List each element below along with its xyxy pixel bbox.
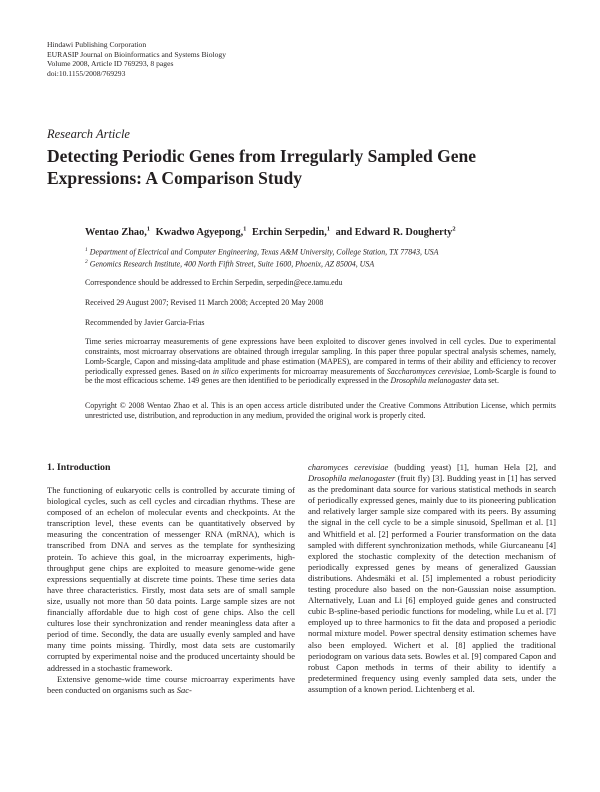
affiliations-block [85,246,556,269]
author-name [252,227,330,238]
author-name [85,227,150,238]
publisher-info [47,40,226,79]
author-name [336,227,456,238]
right-column [308,462,556,696]
section-heading-introduction: 1. Introduction [47,462,111,473]
body-paragraph: charomyces cerevisiae (budding yeast) [1], human Hela [2], and Drosophila melanogaster (fruit fly) [3]. Budding yeast in [1] has served as the predominant data source for various statistical methods in search of periodically expressed genes, mainly due to its pioneering publication and relatively larger sample size compared with its peers. By assuming the signal in the cell cycle to be a simple sinusoid, Spellman et al. [1] and Whitfield et al. [2] performed a Fourier transformation on the data sampled with different synchronization methods, while Giurcaneanu [4] explored the stochastic complexity of the detection mechanism of periodically expressed genes by means of generalized Gaussian distributions. Ahdesmäki et al. [5] implemented a robust periodicity testing procedure also based on the non-Gaussian noise assumption. Alternatively, Luan and Li [6] employed guide genes and constructed cubic B-spline-based periodic functions for modeling, while Lu et al. [7] employed up to three harmonics to fit the data and proposed a periodic normal mixture model. Power spectral density estimation schemes have also been employed. Wichert et al. [8] applied the traditional periodogram on various data sets. Bowles et al. [9] compared Capon and robust Capon methods in terms of their ability to identify a predetermined frequency using evenly sampled data sets, under the assumption of a known period. Lichtenberg et al. [308,462,557,694]
journal-name: EURASIP Journal on Bioinformatics and Systems Biology [47,49,227,59]
author-name-text: and Edward R. Dougherty [335,227,453,239]
recommended-line: Recommended by Javier Garcia-Frias [85,318,205,327]
author-name-text: Kwadwo Agyepong, [155,227,244,239]
body-paragraph: Extensive genome-wide time course microarray experiments have been conducted on organisms such as Sac- [47,673,295,695]
article-type-label: Research Article [47,127,130,141]
correspondence-email: serpedin@ece.tamu.edu [266,278,343,287]
body-paragraph: The functioning of eukaryotic cells is controlled by accurate timing of biological cycles, such as cell cycles and circadian rhythms. These are composed of an echelon of molecular events and checkpoints. At the transcription level, these events can be quantitatively observed by measuring the concentration of messenger RNA (mRNA), which is transcribed from DNA and serves as the template for synthesizing protein. To achieve this goal, in the microarray experiments, high-throughput gene chips are exploited to measure genome-wide gene expressions sequentially at discrete time points. These time series data have three characteristics. Firstly, most data sets are of small sample size, usually not more than 50 data points. Large sample sizes are not financially affordable due to high cost of gene chips. Also the cell cultures lose their synchronization and render meaningless data after a period of time. Secondly, the data are usually evenly sampled and have many time points missing. Thirdly, most data sets are customarily corrupted by experimental noise and the produced uncertainty should be addressed in a stochastic framework. [47,485,295,673]
doi-line: doi:10.1155/2008/769293 [47,69,126,79]
dates-line: Received 29 August 2007; Revised 11 March 2008; Accepted 20 May 2008 [85,298,324,307]
affiliation-text: Genomics Research Institute, 400 North Fifth Street, Suite 1600, Phoenix, AZ 85004, USA [89,259,375,269]
author-name-text: Erchin Serpedin, [252,227,327,239]
left-column [47,462,295,696]
affiliation-sup: 1 [85,247,88,253]
page-title: Detecting Periodic Genes from Irregularly Sampled Gene Expressions: A Comparison Study [47,146,476,188]
author-name-text: Wentao Zhao, [85,227,147,239]
author-affiliation-sup: 1 [326,226,331,233]
author-name [156,227,247,238]
affiliation-line [85,246,556,258]
author-affiliation-sup: 2 [452,226,456,233]
abstract-text: Time series microarray measurements of gene expressions have been exploited to discover genes involved in cell cycles. Due to experimental constraints, most microarray observations are obtained through irregular sampling. In this paper three popular spectral analysis schemes, namely, Lomb-Scargle, Capon and missing-data amplitude and phase estimation (MAPES), are compared in terms of their ability and efficiency to recover periodically expressed genes. Based on in silico experiments for microarray measurements of Saccharomyces cerevisiae, Lomb-Scargle is found to be the most efficacious scheme. 149 genes are then identified to be periodically expressed in the Drosophila melanogaster data set. [85,337,556,386]
author-affiliation-sup: 1 [146,226,151,233]
volume-line: Volume 2008, Article ID 769293, 8 pages [47,59,174,69]
affiliation-sup: 2 [85,258,88,265]
authors-line [85,226,556,238]
copyright-text: Copyright © 2008 Wentao Zhao et al. This is an open access article distributed under the Creative Commons Attribution License, which permits unrestricted use, distribution, and reproduction in any medium, provided the original work is properly cited. [85,401,556,420]
author-affiliation-sup: 1 [243,226,247,233]
publisher-line: Hindawi Publishing Corporation [47,40,147,49]
affiliation-line [85,258,556,270]
correspondence-text: Correspondence should be addressed to Erchin Serpedin, [85,278,267,287]
two-column-body [47,462,556,696]
affiliation-text: Department of Electrical and Computer Engineering, Texas A&M University, College Station, TX 77843, USA [89,247,439,257]
correspondence-line [85,278,556,288]
